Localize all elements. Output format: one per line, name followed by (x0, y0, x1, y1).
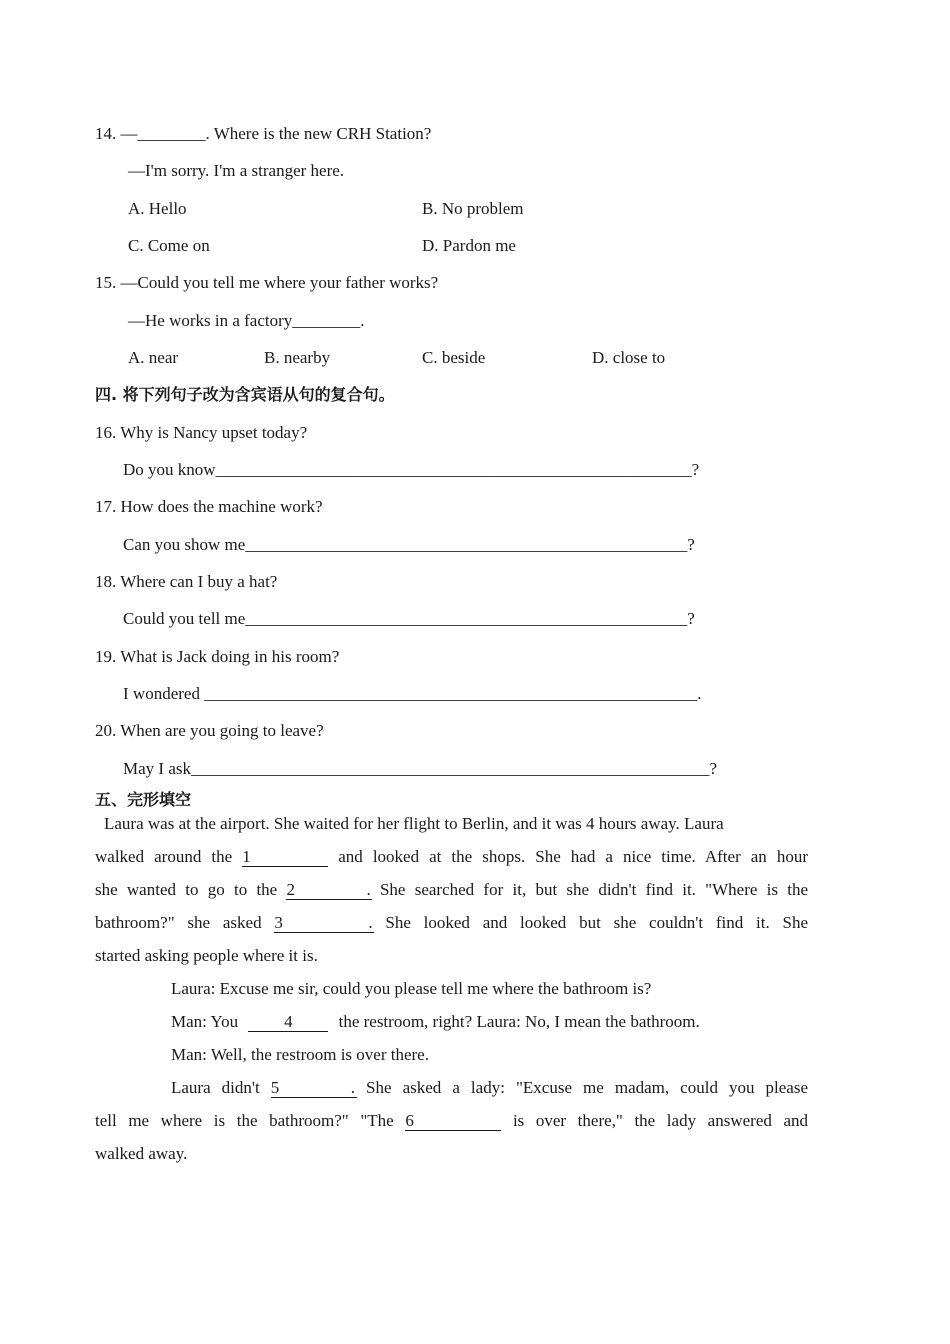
cloze-blank-3[interactable]: 3 (274, 914, 374, 933)
passage-line-4: bathroom?" she asked 3 . She looked and looked but she couldn't find it. She (95, 913, 808, 932)
cloze-blank-6[interactable]: 6 (405, 1112, 501, 1131)
q14-prompt: 14. —________. Where is the new CRH Station? (95, 124, 432, 143)
q18-answer-line (123, 608, 695, 630)
q17-end: ? (687, 535, 695, 554)
q18-question: 18. Where can I buy a hat? (95, 572, 278, 591)
q15-option-a: A. near (128, 348, 179, 367)
q20-answer-line (123, 758, 717, 780)
cloze-blank-5[interactable]: 5 (271, 1079, 357, 1098)
passage-line-5: started asking people where it is. (95, 946, 318, 965)
passage2-line-1: Laura didn't 5 . She asked a lady: "Excuse me madam, could you please (171, 1078, 809, 1097)
q20-lead: May I ask (123, 759, 191, 778)
q19-end: . (697, 684, 702, 703)
q16-end: ? (691, 460, 700, 479)
q15-option-b: B. nearby (264, 348, 331, 367)
q17-blank[interactable]: ____________________________________________________ (245, 535, 688, 554)
q14-option-b: B. No problem (422, 199, 524, 218)
q16-blank[interactable]: ________________________________________________________ (215, 460, 692, 479)
q19-question: 19. What is Jack doing in his room? (95, 647, 340, 666)
passage2-line-2: tell me where is the bathroom?" "The 6 is over there," the lady answered and (95, 1111, 809, 1130)
section5-title: 五、完形填空 (95, 790, 192, 809)
passage2-line-3: walked away. (95, 1144, 188, 1163)
q16-answer-line (123, 459, 699, 481)
q20-blank[interactable]: _____________________________________________________________ (190, 759, 710, 778)
q14-option-a: A. Hello (128, 199, 187, 218)
dialogue-line-2: Man: You 4 the restroom, right? Laura: No, I mean the bathroom. (171, 1012, 700, 1031)
cloze-blank-1[interactable]: 1 (242, 848, 328, 867)
q15-reply: —He works in a factory________. (128, 311, 365, 330)
q15-option-c: C. beside (422, 348, 486, 367)
dialogue-line-3: Man: Well, the restroom is over there. (171, 1045, 429, 1064)
passage-line-3: she wanted to go to the 2 . She searched for it, but she didn't find it. "Where is the (95, 880, 809, 899)
section4-title: 四. 将下列句子改为含宾语从句的复合句。 (95, 385, 395, 404)
passage-line-1: Laura was at the airport. She waited for her flight to Berlin, and it was 4 hours away. Laura (104, 814, 724, 833)
q20-question: 20. When are you going to leave? (95, 721, 324, 740)
q16-lead: Do you know (123, 460, 216, 479)
q18-lead: Could you tell me (123, 609, 246, 628)
q19-blank[interactable]: __________________________________________________________ (204, 684, 698, 703)
passage-line-2: walked around the 1 and looked at the shops. She had a nice time. After an hour (95, 847, 809, 866)
q17-question: 17. How does the machine work? (95, 497, 323, 516)
q14-reply: —I'm sorry. I'm a stranger here. (128, 161, 345, 180)
q15-option-d: D. close to (592, 348, 666, 367)
q16-question: 16. Why is Nancy upset today? (95, 423, 308, 442)
dialogue-line-1: Laura: Excuse me sir, could you please tell me where the bathroom is? (171, 979, 652, 998)
q20-end: ? (709, 759, 718, 778)
q14-option-c: C. Come on (128, 236, 210, 255)
q14-option-d: D. Pardon me (422, 236, 516, 255)
q19-answer-line (123, 683, 701, 705)
cloze-blank-4[interactable]: 4 (248, 1013, 328, 1032)
q19-lead: I wondered (123, 684, 205, 703)
q17-answer-line (123, 534, 695, 556)
q15-prompt: 15. —Could you tell me where your father works? (95, 273, 439, 292)
q18-blank[interactable]: ____________________________________________________ (245, 609, 688, 628)
q18-end: ? (687, 609, 695, 628)
cloze-blank-2[interactable]: 2 (286, 881, 372, 900)
q17-lead: Can you show me (123, 535, 246, 554)
